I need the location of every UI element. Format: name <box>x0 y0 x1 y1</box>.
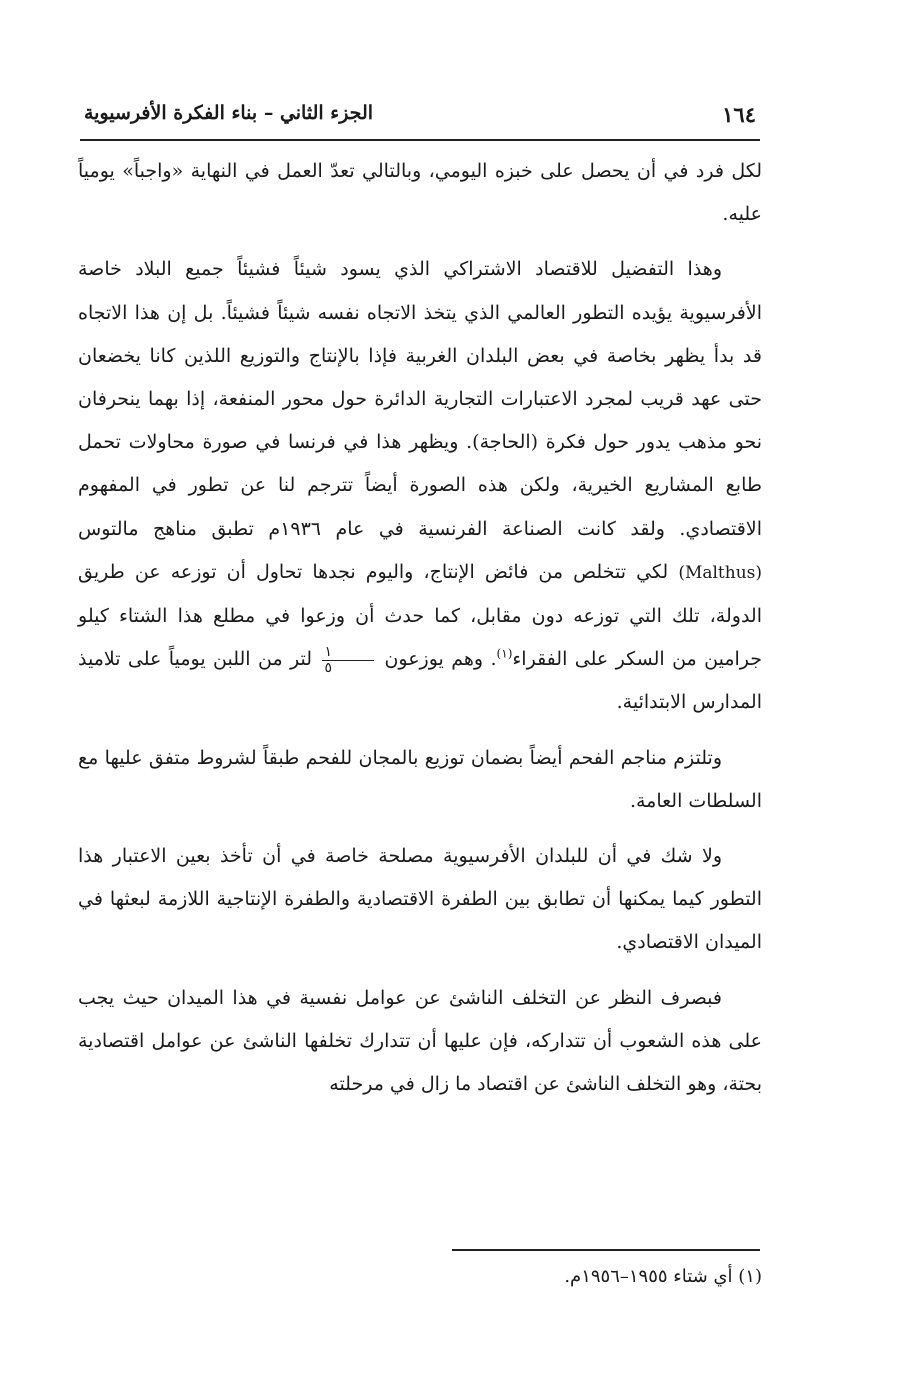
paragraph-2-part-b: لكي تتخلص من فائض الإنتاج، واليوم نجدها تحاول أن توزعه عن طريق الدولة، تلك التي توزعه دون مقابل، كما حدث أن وزعوا في مطلع هذا الشتاء كيلو جرامين من السكر على الفقراء <box>78 560 763 671</box>
paragraph-5: فبصرف النظر عن التخلف الناشئ عن عوامل نفسية في هذا الميدان حيث يجب على هذه الشعوب أن تتداركه، فإن عليها أن تتدارك تخلفها الناشئ عن عوامل اقتصادية بحتة، وهو التخلف الناشئ عن اقتصاد ما زال في مرحلته <box>78 986 762 1096</box>
paragraph-2 <box>78 248 762 724</box>
footnote-rule <box>452 1249 760 1251</box>
footnote-reference: (١) <box>496 646 513 661</box>
footnote: (١) أي شتاء ١٩٥٥–١٩٥٦م. <box>564 1266 762 1287</box>
page-header <box>80 96 760 136</box>
paragraph-1: لكل فرد في أن يحصل على خبزه اليومي، وبالتالي تعدّ العمل في النهاية «واجباً» يومياً عليه. <box>78 160 763 226</box>
fraction-numerator: ١ <box>322 645 374 661</box>
latin-term: (Malthus) <box>678 562 763 583</box>
paragraph-2-part-c: . وهم يوزعون <box>384 648 497 671</box>
body-text <box>78 150 762 1118</box>
fraction-denominator: ٥ <box>324 659 333 676</box>
fraction <box>322 645 374 676</box>
paragraph-3: وتلتزم مناجم الفحم أيضاً بضمان توزيع بالمجان للفحم طبقاً لشروط متفق عليها مع السلطات العامة. <box>78 746 762 812</box>
paragraph-2-part-a: وهذا التفضيل للاقتصاد الاشتراكي الذي يسود شيئاً فشيئاً جميع البلاد خاصة الأفرسيوية يؤيده التطور العالمي الذي يتخذ الاتجاه نفسه شيئاً فشيئاً. بل إن هذا الاتجاه قد بدأ يظهر بخاصة في بعض البلدان الغربية فإذا بالإنتاج والتوزيع اللذين كانا يخضعان حتى عهد قريب لمجرد الاعتبارات التجارية الدائرة حول محور المنفعة، إذا بهما ينحرفان نحو مذهب يدور حول فكرة (الحاجة). ويظهر هذا في فرنسا في صورة محاولات تحمل طابع المشاريع الخيرية، ولكن هذه الصورة أيضاً تترجم لنا عن تطور في المفهوم الاقتصادي. ولقد كانت الصناعة الفرنسية في عام ١٩٣٦م تطبق مناهج مالتوس <box>78 258 762 540</box>
paragraph-4: ولا شك في أن للبلدان الأفرسيوية مصلحة خاصة في أن تأخذ بعين الاعتبار هذا التطور كيما يمكنها أن تطابق بين الطفرة الاقتصادية والطفرة الإنتاجية اللازمة لبعثها في الميدان الاقتصادي. <box>78 845 762 954</box>
paragraph-2-part-d: لتر من اللبن يومياً على تلاميذ المدارس الابتدائية. <box>78 648 762 714</box>
header-rule <box>80 139 760 141</box>
page-number: ١٦٤ <box>722 102 756 127</box>
running-title: الجزء الثاني – بناء الفكرة الأفرسيوية <box>84 102 374 124</box>
